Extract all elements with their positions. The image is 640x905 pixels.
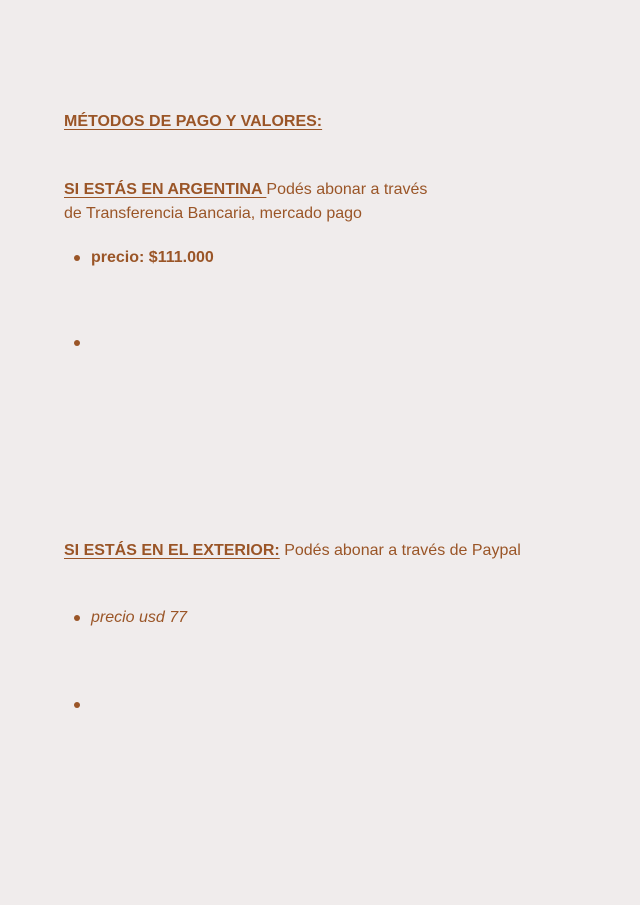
exterior-text: Podés abonar a través de Paypal xyxy=(279,542,521,559)
argentina-text-line2: de Transferencia Bancaria, mercado pago xyxy=(64,205,362,222)
list-item xyxy=(74,249,214,267)
exterior-price: precio usd 77 xyxy=(91,609,188,626)
bullet-icon xyxy=(74,255,80,261)
argentina-text-line1: Podés abonar a través xyxy=(266,181,428,198)
exterior-paragraph xyxy=(64,539,521,563)
argentina-price: precio: $111.000 xyxy=(91,249,214,266)
exterior-lead: SI ESTÁS EN EL EXTERIOR: xyxy=(64,542,280,559)
list-item xyxy=(74,340,91,346)
bullet-icon xyxy=(74,615,80,621)
page-title: MÉTODOS DE PAGO Y VALORES: xyxy=(64,113,323,130)
argentina-paragraph xyxy=(64,178,427,226)
list-item xyxy=(74,609,187,627)
bullet-icon xyxy=(74,340,80,346)
bullet-icon xyxy=(74,702,80,708)
argentina-lead: SI ESTÁS EN ARGENTINA xyxy=(64,181,267,198)
list-item xyxy=(74,702,91,708)
